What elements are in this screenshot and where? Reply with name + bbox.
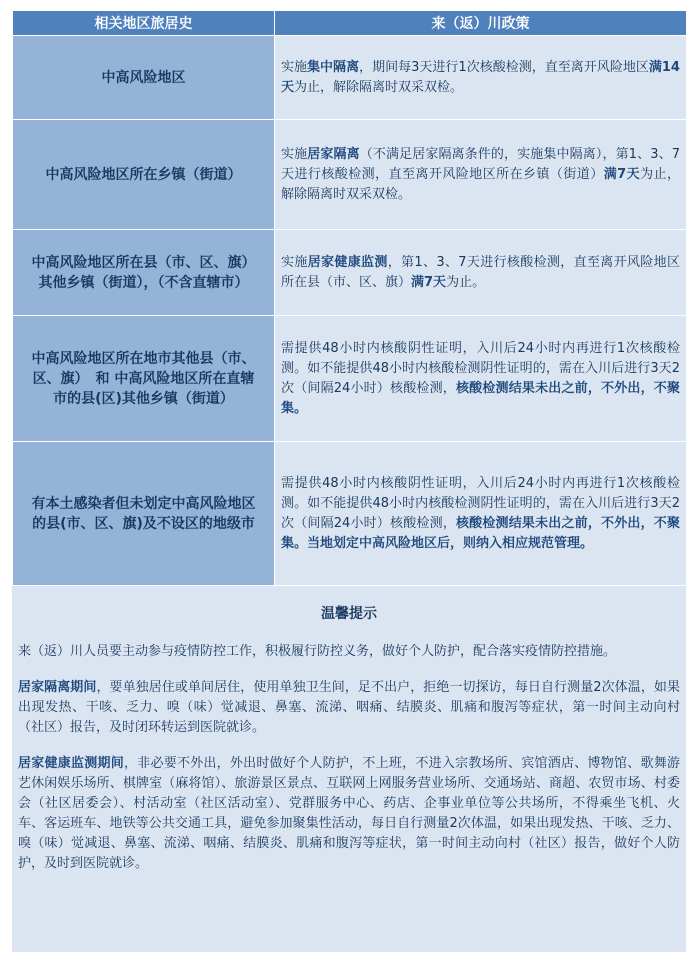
tips-monitor-lead: 居家健康监测期间 — [18, 756, 124, 771]
policy-document — [12, 10, 686, 952]
column-header-region: 相关地区旅居史 — [13, 11, 275, 36]
policy-highlight: 满7天 — [411, 274, 447, 290]
policy-text: 实施 — [281, 59, 308, 75]
policy-highlight: 满14天 — [281, 59, 680, 95]
policy-text: 实施 — [281, 254, 308, 270]
tips-isolation-text: ，要单独居住或单间居住，使用单独卫生间，足不出户，拒绝一切探访，每日自行测量2次体温，如果出现发热、干咳、乏力、嗅（味）觉减退、鼻塞、流涕、咽痛、结膜炎、肌痛和腹泻等症状，第一时间主动向村（社区）报告，及时闭环转运到医院就诊。 — [18, 680, 680, 735]
policy-highlight: 集中隔离 — [307, 59, 360, 75]
region-cell: 有本土感染者但未划定中高风险地区的县(市、区、旗)及不设区的地级市 — [13, 442, 275, 586]
table-header-row — [13, 11, 687, 36]
policy-text: ，第1、3、7天进行核酸检测，直至离开风险地区所在县（市、区、旗） — [281, 254, 680, 290]
policy-cell — [275, 120, 687, 230]
column-header-policy: 来（返）川政策 — [275, 11, 687, 36]
policy-cell — [275, 442, 687, 586]
policy-cell — [275, 230, 687, 316]
policy-cell — [275, 316, 687, 442]
policy-highlight: 居家健康监测 — [307, 254, 388, 270]
table-row — [13, 120, 687, 230]
policy-text: 需提供48小时内核酸阴性证明，入川后24小时内再进行1次核酸检测。如不能提供48小时内核酸检测阴性证明的，需在入川后进行3天2次（间隔24小时）核酸检测， — [281, 475, 680, 531]
policy-text: ，期间每3天进行1次核酸检测，直至离开风险地区 — [359, 59, 649, 75]
policy-highlight: 居家隔离 — [307, 146, 360, 162]
policy-highlight: 核酸检测结果未出之前，不外出，不聚集。当地划定中高风险地区后，则纳入相应规范管理。 — [281, 515, 680, 551]
tips-intro: 来（返）川人员要主动参与疫情防控工作，积极履行防控义务，做好个人防护，配合落实疫情防控措施。 — [18, 644, 617, 659]
policy-cell — [275, 36, 687, 120]
tips-section — [12, 586, 686, 952]
policy-table — [12, 10, 687, 586]
region-cell: 中高风险地区所在地市其他县（市、区、旗） 和 中高风险地区所在直辖市的县(区)其他乡镇（街道） — [13, 316, 275, 442]
policy-text: 为止。 — [446, 274, 486, 290]
region-cell: 中高风险地区所在乡镇（街道） — [13, 120, 275, 230]
policy-text: 为止，解除隔离时双采双检。 — [294, 79, 464, 95]
policy-text: 为止，解除隔离时双采双检。 — [281, 166, 680, 202]
table-row — [13, 230, 687, 316]
policy-text: （不满足居家隔离条件的，实施集中隔离），第1、3、7天进行核酸检测，直至离开风险地区所在乡镇（街道） — [281, 146, 680, 182]
table-row — [13, 442, 687, 586]
tips-monitor-text: ，非必要不外出，外出时做好个人防护，不上班，不进入宗教场所、宾馆酒店、博物馆、歌舞游艺休闲娱乐场所、棋牌室（麻将馆）、旅游景区景点、互联网上网服务营业场所、交通场站、商超、农贸市场、村委会（社区居委会）、村活动室（社区活动室）、党群服务中心、药店、企事业单位等公共场所，不得乘坐飞机、火车、客运班车、地铁等公共交通工具，避免参加聚集性活动，每日自行测量2次体温，如果出现发热、干咳、乏力、嗅（味）觉减退、鼻塞、流涕、咽痛、结膜炎、肌痛和腹泻等症状，第一时间主动向村（社区）报告，做好个人防护，及时到医院就诊。 — [18, 756, 680, 871]
tips-monitor — [18, 754, 680, 874]
table-row — [13, 316, 687, 442]
tips-isolation — [18, 678, 680, 738]
policy-highlight: 满7天 — [603, 166, 641, 182]
table-row — [13, 36, 687, 120]
region-cell: 中高风险地区所在县（市、区、旗）其他乡镇（街道），（不含直辖市） — [13, 230, 275, 316]
policy-text: 需提供48小时内核酸阴性证明，入川后24小时内再进行1次核酸检测。如不能提供48小时内核酸检测阴性证明的，需在入川后进行3天2次（间隔24小时）核酸检测， — [281, 340, 680, 396]
policy-highlight: 核酸检测结果未出之前，不外出，不聚集。 — [281, 380, 680, 416]
policy-text: 实施 — [281, 146, 308, 162]
tips-title: 温馨提示 — [321, 606, 377, 622]
tips-isolation-lead: 居家隔离期间 — [18, 680, 97, 695]
region-cell: 中高风险地区 — [13, 36, 275, 120]
